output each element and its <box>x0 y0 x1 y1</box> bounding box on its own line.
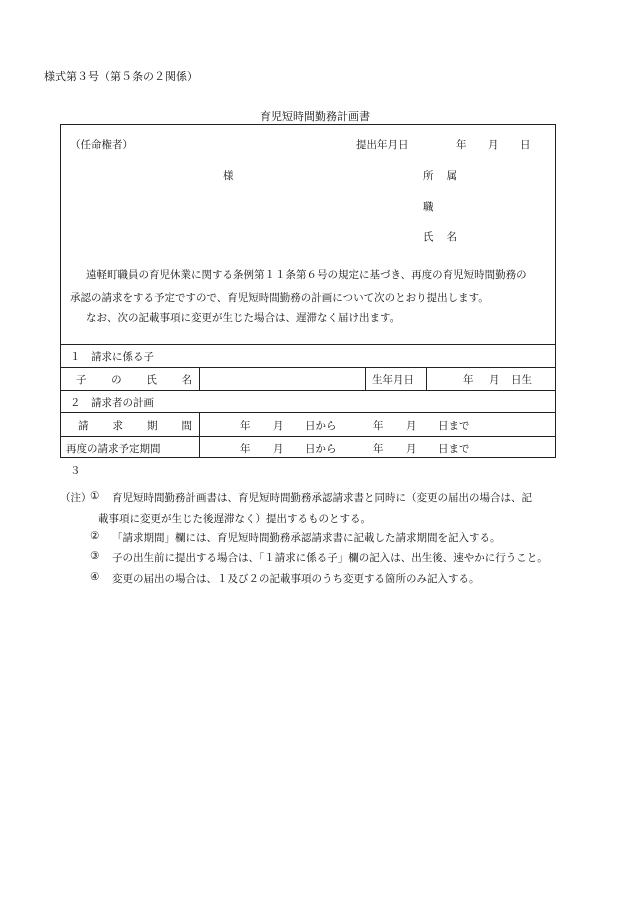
divider-line <box>199 412 200 458</box>
birth-day-label: 日生 <box>511 374 532 386</box>
section-1-heading: １ 請求に係る子 <box>70 351 154 363</box>
note-2-line-1: 「請求期間」欄には、育児短時間勤務承認請求書に記載した請求期間を記入する。 <box>112 532 501 544</box>
re-period-end-month: 月 <box>406 443 417 455</box>
statement-line-3: なお、次の記載事項に変更が生じた場合は、遅滞なく届け出ます。 <box>86 312 401 324</box>
birth-date-label: 生年月日 <box>372 374 414 386</box>
divider-line <box>426 367 427 390</box>
statement-line-1: 遠軽町職員の育児休業に関する条例第１１条第６号の規定に基づき、再度の育児短時間勤務の <box>86 269 527 281</box>
birth-year-label: 年 <box>463 374 474 386</box>
note-mark-3: ③ <box>90 550 100 562</box>
note-mark-4: ④ <box>90 571 100 583</box>
divider-line <box>60 367 556 368</box>
notes-prefix: （注） <box>60 492 92 504</box>
submit-day-label: 日 <box>520 139 531 151</box>
name-label: 氏 名 <box>423 231 457 243</box>
section-2-heading: ２ 請求者の計画 <box>70 397 154 409</box>
appointer-label: （任命権者） <box>70 139 133 151</box>
re-period-end-suffix: 日まで <box>438 443 470 455</box>
re-period-start-suffix: 日から <box>305 443 337 455</box>
period-end-month: 月 <box>406 420 417 432</box>
note-1-line-2: 載事項に変更が生じた後遅滞なく）提出するものとする。 <box>98 513 371 525</box>
child-name-label: 子 の 氏 名 <box>76 374 192 386</box>
period-start-suffix: 日から <box>305 420 337 432</box>
position-label: 職 <box>423 201 434 213</box>
submit-date-label: 提出年月日 <box>356 139 409 151</box>
statement-line-2: 承認の請求をする予定ですので、育児短時間勤務の計画について次のとおり提出します。 <box>70 292 489 304</box>
submit-year-label: 年 <box>456 139 467 151</box>
divider-line <box>60 390 556 391</box>
note-3-line-1: 子の出生前に提出する場合は、「１請求に係る子」欄の記入は、出生後、速やかに行うこと。 <box>112 552 548 564</box>
period-end-suffix: 日まで <box>438 420 470 432</box>
section-3-number: ３ <box>70 465 81 477</box>
note-1-line-1: 育児短時間勤務計画書は、育児短時間勤務承認請求書と同時に（変更の届出の場合は、記 <box>112 492 532 504</box>
divider-line <box>60 436 556 437</box>
re-period-start-year: 年 <box>240 443 251 455</box>
honorific-sama: 様 <box>223 170 234 182</box>
divider-line <box>365 367 366 390</box>
divider-line <box>60 344 556 345</box>
submit-month-label: 月 <box>488 139 499 151</box>
birth-month-label: 月 <box>489 374 500 386</box>
request-period-label: 請 求 期 間 <box>78 420 192 432</box>
period-start-month: 月 <box>273 420 284 432</box>
note-mark-2: ② <box>90 530 100 542</box>
period-end-year: 年 <box>373 420 384 432</box>
re-request-period-label: 再度の請求予定期間 <box>66 443 161 455</box>
document-title: 育児短時間勤務計画書 <box>260 110 370 123</box>
divider-line <box>60 412 556 413</box>
form-number-label: 様式第３号（第５条の２関係） <box>44 70 198 83</box>
affiliation-label: 所 属 <box>423 170 457 182</box>
note-4-line-1: 変更の届出の場合は、１及び２の記載事項のうち変更する箇所のみ記入する。 <box>112 573 480 585</box>
divider-line <box>199 367 200 390</box>
re-period-end-year: 年 <box>373 443 384 455</box>
period-start-year: 年 <box>240 420 251 432</box>
re-period-start-month: 月 <box>273 443 284 455</box>
note-mark-1: ① <box>90 490 100 502</box>
